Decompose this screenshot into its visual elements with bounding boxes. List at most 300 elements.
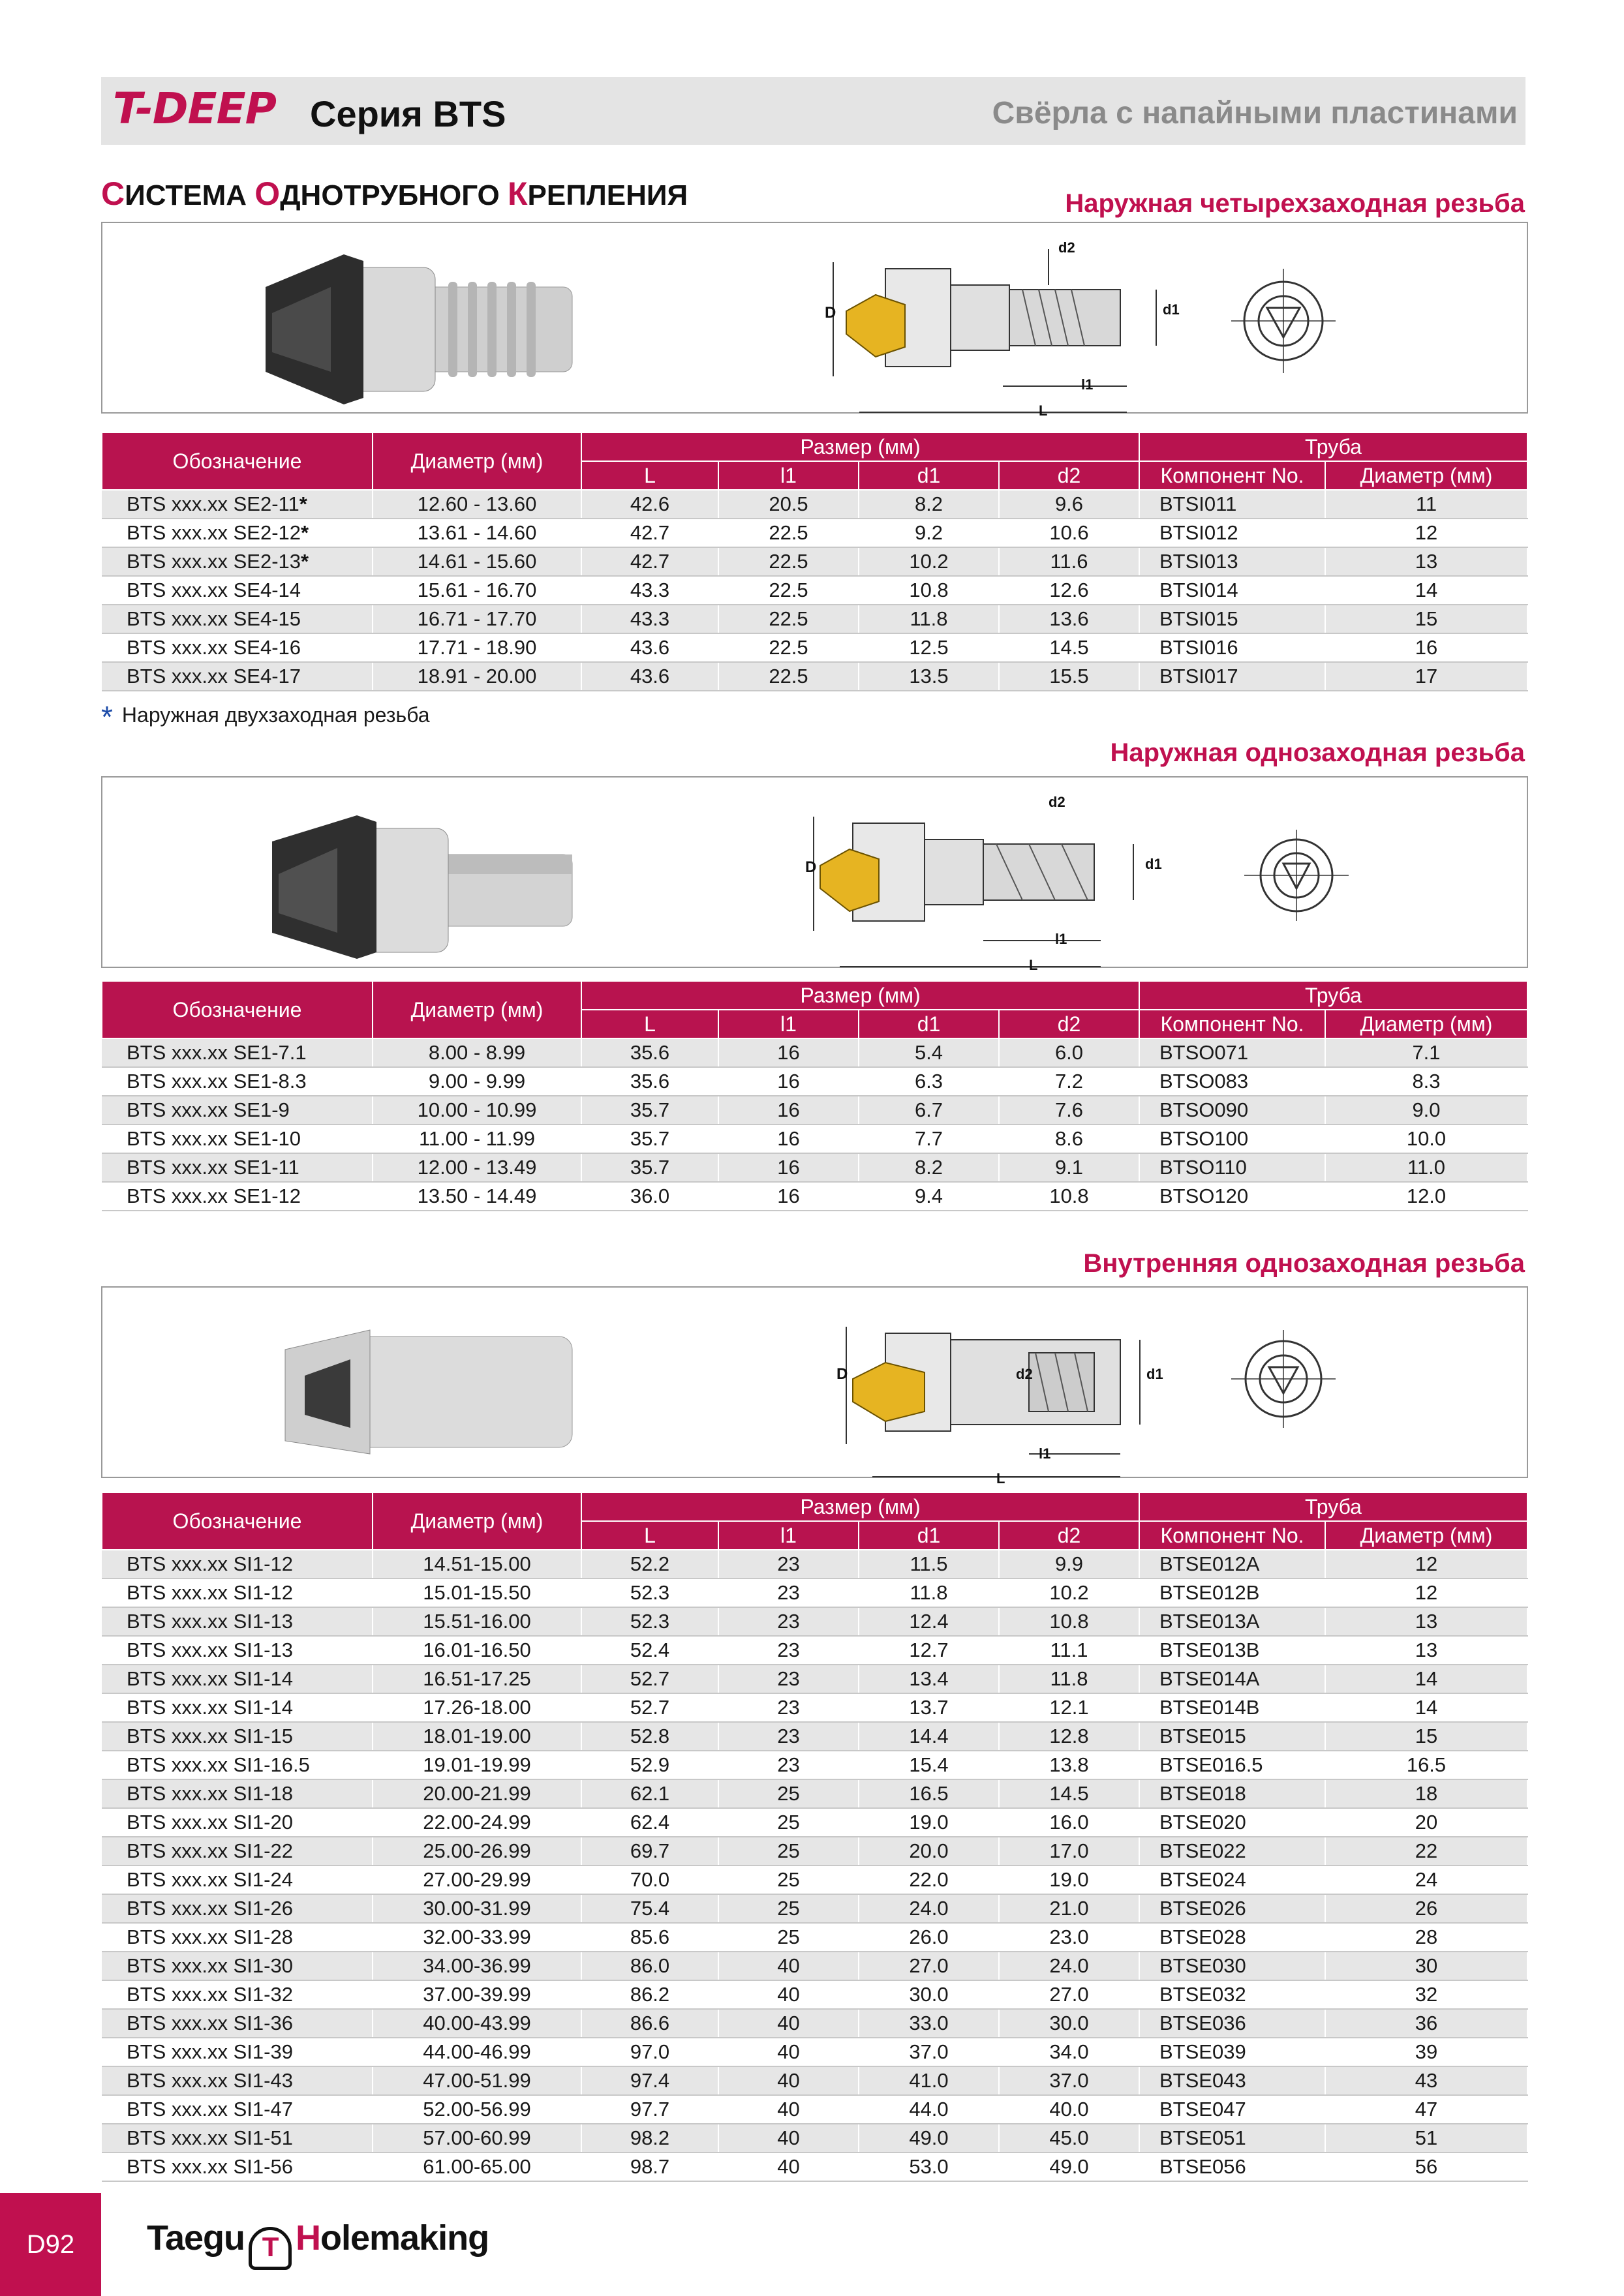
cell-comp: BTSI015 — [1139, 605, 1325, 633]
cell-d2: 10.8 — [999, 1607, 1139, 1636]
cell-des: BTS xxx.xx SI1-13 — [102, 1636, 373, 1665]
cell-d2: 11.8 — [999, 1665, 1139, 1693]
cell-l1: 25 — [718, 1779, 859, 1808]
column-header: Диаметр (мм) — [1325, 461, 1527, 490]
cell-comp: BTSO120 — [1139, 1182, 1325, 1211]
cell-L: 98.2 — [581, 2124, 718, 2152]
cell-l1: 16 — [718, 1096, 859, 1125]
cell-dia: 25.00-26.99 — [373, 1837, 581, 1865]
cell-d2: 6.0 — [999, 1038, 1139, 1067]
drill-photo — [272, 815, 572, 959]
section2-title: Наружная однозаходная резьба — [1110, 738, 1525, 767]
table-row — [102, 605, 1527, 633]
cell-dia: 57.00-60.99 — [373, 2124, 581, 2152]
section3-title: Внутренняя однозаходная резьба — [1083, 1249, 1525, 1278]
cell-tdia: 14 — [1325, 1693, 1527, 1722]
cell-des: BTS xxx.xx SE2-11* — [102, 490, 373, 519]
cell-L: 86.2 — [581, 1980, 718, 2009]
table-row — [102, 662, 1527, 691]
table-row — [102, 1837, 1527, 1865]
cell-dia: 14.61 - 15.60 — [373, 547, 581, 576]
cell-d1: 49.0 — [859, 2124, 999, 2152]
cell-comp: BTSE013B — [1139, 1636, 1325, 1665]
column-header: Труба — [1139, 981, 1527, 1010]
cell-tdia: 20 — [1325, 1808, 1527, 1837]
cell-d1: 26.0 — [859, 1923, 999, 1952]
cell-d2: 14.5 — [999, 1779, 1139, 1808]
cell-dia: 16.01-16.50 — [373, 1636, 581, 1665]
cell-d2: 9.6 — [999, 490, 1139, 519]
cell-l1: 25 — [718, 1808, 859, 1837]
cell-d2: 27.0 — [999, 1980, 1139, 2009]
cell-des: BTS xxx.xx SI1-56 — [102, 2152, 373, 2181]
cell-tdia: 26 — [1325, 1894, 1527, 1923]
cell-L: 43.3 — [581, 605, 718, 633]
section2-table — [101, 980, 1528, 1211]
cell-l1: 40 — [718, 2152, 859, 2181]
cell-L: 35.7 — [581, 1125, 718, 1153]
cell-dia: 17.26-18.00 — [373, 1693, 581, 1722]
cell-tdia: 11.0 — [1325, 1153, 1527, 1182]
cell-l1: 23 — [718, 1607, 859, 1636]
cell-d1: 44.0 — [859, 2095, 999, 2124]
cell-dia: 13.61 - 14.60 — [373, 519, 581, 547]
cell-l1: 23 — [718, 1751, 859, 1779]
cell-l1: 22.5 — [718, 633, 859, 662]
cell-comp: BTSO100 — [1139, 1125, 1325, 1153]
cell-des: BTS xxx.xx SI1-32 — [102, 1980, 373, 2009]
column-header: Диаметр (мм) — [373, 1492, 581, 1550]
cell-tdia: 17 — [1325, 662, 1527, 691]
cell-d2: 15.5 — [999, 662, 1139, 691]
cell-tdia: 13 — [1325, 547, 1527, 576]
cell-l1: 40 — [718, 2009, 859, 2038]
column-header: L — [581, 1521, 718, 1550]
col-diameter: Диаметр (мм) — [373, 432, 581, 490]
column-header: Компонент No. — [1139, 1521, 1325, 1550]
table-row — [102, 1952, 1527, 1980]
svg-text:D: D — [805, 858, 817, 876]
cell-dia: 37.00-39.99 — [373, 1980, 581, 2009]
cell-dia: 17.71 - 18.90 — [373, 633, 581, 662]
cell-comp: BTSE016.5 — [1139, 1751, 1325, 1779]
cell-L: 42.7 — [581, 519, 718, 547]
cell-comp: BTSE022 — [1139, 1837, 1325, 1865]
cell-dia: 12.00 - 13.49 — [373, 1153, 581, 1182]
cell-comp: BTSI013 — [1139, 547, 1325, 576]
column-header: d2 — [999, 1521, 1139, 1550]
cell-tdia: 16 — [1325, 633, 1527, 662]
cell-tdia: 51 — [1325, 2124, 1527, 2152]
cell-dia: 15.51-16.00 — [373, 1607, 581, 1636]
table-row — [102, 1751, 1527, 1779]
section3-rows — [102, 1550, 1527, 2181]
table-row — [102, 1894, 1527, 1923]
cell-tdia: 39 — [1325, 2038, 1527, 2066]
table-row — [102, 576, 1527, 605]
cell-l1: 22.5 — [718, 547, 859, 576]
cell-dia: 40.00-43.99 — [373, 2009, 581, 2038]
cell-des: BTS xxx.xx SI1-24 — [102, 1865, 373, 1894]
cell-d1: 13.5 — [859, 662, 999, 691]
cell-d1: 41.0 — [859, 2066, 999, 2095]
cell-d1: 19.0 — [859, 1808, 999, 1837]
cell-tdia: 24 — [1325, 1865, 1527, 1894]
cell-dia: 61.00-65.00 — [373, 2152, 581, 2181]
cell-d2: 45.0 — [999, 2124, 1139, 2152]
cell-d1: 12.7 — [859, 1636, 999, 1665]
cell-des: BTS xxx.xx SI1-18 — [102, 1779, 373, 1808]
cell-comp: BTSE012B — [1139, 1578, 1325, 1607]
cell-L: 52.2 — [581, 1550, 718, 1578]
cell-d1: 9.2 — [859, 519, 999, 547]
column-header: Диаметр (мм) — [373, 981, 581, 1038]
section1-table — [101, 432, 1528, 691]
cell-des: BTS xxx.xx SI1-28 — [102, 1923, 373, 1952]
cell-d1: 20.0 — [859, 1837, 999, 1865]
cell-comp: BTSE018 — [1139, 1779, 1325, 1808]
cell-l1: 40 — [718, 2124, 859, 2152]
cell-dia: 10.00 - 10.99 — [373, 1096, 581, 1125]
cell-des: BTS xxx.xx SI1-47 — [102, 2095, 373, 2124]
cell-l1: 16 — [718, 1153, 859, 1182]
cell-des: BTS xxx.xx SI1-22 — [102, 1837, 373, 1865]
cell-comp: BTSE014B — [1139, 1693, 1325, 1722]
cell-l1: 16 — [718, 1182, 859, 1211]
cell-tdia: 22 — [1325, 1837, 1527, 1865]
cell-d2: 37.0 — [999, 2066, 1139, 2095]
cell-dia: 11.00 - 11.99 — [373, 1125, 581, 1153]
column-header: Диаметр (мм) — [1325, 1521, 1527, 1550]
cell-d1: 7.7 — [859, 1125, 999, 1153]
cell-l1: 40 — [718, 2066, 859, 2095]
table-row — [102, 1779, 1527, 1808]
section3-drawing — [102, 1288, 1527, 1487]
cell-tdia: 7.1 — [1325, 1038, 1527, 1067]
table-row — [102, 2152, 1527, 2181]
cell-d1: 8.2 — [859, 490, 999, 519]
drill-photo — [266, 254, 572, 404]
table-row — [102, 519, 1527, 547]
cell-dia: 52.00-56.99 — [373, 2095, 581, 2124]
section1-title: Наружная четырехзаходная резьба — [1065, 189, 1525, 218]
cell-des: BTS xxx.xx SI1-26 — [102, 1894, 373, 1923]
cell-d1: 13.4 — [859, 1665, 999, 1693]
cell-comp: BTSI016 — [1139, 633, 1325, 662]
cell-comp: BTSO090 — [1139, 1096, 1325, 1125]
section1-drawing — [102, 223, 1527, 419]
section2-rows — [102, 1038, 1527, 1211]
cell-d1: 12.4 — [859, 1607, 999, 1636]
cell-comp: BTSO071 — [1139, 1038, 1325, 1067]
cell-L: 43.6 — [581, 662, 718, 691]
cell-L: 36.0 — [581, 1182, 718, 1211]
cell-L: 97.7 — [581, 2095, 718, 2124]
cell-L: 42.7 — [581, 547, 718, 576]
cell-L: 52.9 — [581, 1751, 718, 1779]
column-header: d1 — [859, 1521, 999, 1550]
cell-des: BTS xxx.xx SE1-11 — [102, 1153, 373, 1182]
cell-d1: 37.0 — [859, 2038, 999, 2066]
cell-comp: BTSE015 — [1139, 1722, 1325, 1751]
table-row — [102, 1665, 1527, 1693]
cell-l1: 25 — [718, 1894, 859, 1923]
table-row — [102, 1607, 1527, 1636]
cell-d2: 11.1 — [999, 1636, 1139, 1665]
table-row — [102, 1722, 1527, 1751]
column-header: Обозначение — [102, 981, 373, 1038]
cell-L: 85.6 — [581, 1923, 718, 1952]
table-row — [102, 1125, 1527, 1153]
cell-dia: 13.50 - 14.49 — [373, 1182, 581, 1211]
cell-des: BTS xxx.xx SE1-7.1 — [102, 1038, 373, 1067]
section3-table — [101, 1492, 1528, 2182]
table-row — [102, 2066, 1527, 2095]
svg-text:L: L — [1029, 957, 1038, 973]
cell-l1: 25 — [718, 1837, 859, 1865]
cell-d2: 10.8 — [999, 1182, 1139, 1211]
cell-d1: 12.5 — [859, 633, 999, 662]
catalog-subtitle: Свёрла с напайными пластинами — [992, 96, 1518, 130]
table-row — [102, 1096, 1527, 1125]
cell-l1: 20.5 — [718, 490, 859, 519]
cell-comp: BTSE043 — [1139, 2066, 1325, 2095]
section1-rows — [102, 490, 1527, 691]
cell-des: BTS xxx.xx SE1-9 — [102, 1096, 373, 1125]
cell-des: BTS xxx.xx SE4-16 — [102, 633, 373, 662]
cell-l1: 40 — [718, 1980, 859, 2009]
cell-des: BTS xxx.xx SI1-30 — [102, 1952, 373, 1980]
cell-d1: 6.7 — [859, 1096, 999, 1125]
cell-l1: 25 — [718, 1865, 859, 1894]
section-title: СИСТЕМА ОДНОТРУБНОГО КРЕПЛЕНИЯ — [101, 175, 688, 212]
technical-drawing — [814, 817, 1133, 967]
cell-des: BTS xxx.xx SE1-8.3 — [102, 1067, 373, 1096]
cell-tdia: 18 — [1325, 1779, 1527, 1808]
column-header: L — [581, 1010, 718, 1038]
cell-l1: 23 — [718, 1636, 859, 1665]
table-row — [102, 2009, 1527, 2038]
cell-comp: BTSE024 — [1139, 1865, 1325, 1894]
cell-d1: 5.4 — [859, 1038, 999, 1067]
cell-d1: 6.3 — [859, 1067, 999, 1096]
cell-comp: BTSE030 — [1139, 1952, 1325, 1980]
series-title: Серия BTS — [310, 93, 506, 134]
cell-dia: 34.00-36.99 — [373, 1952, 581, 1980]
cell-tdia: 36 — [1325, 2009, 1527, 2038]
table-row — [102, 2038, 1527, 2066]
cell-comp: BTSE012A — [1139, 1550, 1325, 1578]
cell-d2: 12.1 — [999, 1693, 1139, 1722]
cell-L: 52.7 — [581, 1693, 718, 1722]
table-row — [102, 1578, 1527, 1607]
cell-comp: BTSI017 — [1139, 662, 1325, 691]
cell-tdia: 13 — [1325, 1636, 1527, 1665]
column-header: Компонент No. — [1139, 1010, 1325, 1038]
cell-dia: 16.71 - 17.70 — [373, 605, 581, 633]
table-row — [102, 1067, 1527, 1096]
column-header: l1 — [718, 1010, 859, 1038]
table-row — [102, 547, 1527, 576]
cell-des: BTS xxx.xx SI1-20 — [102, 1808, 373, 1837]
column-header: d1 — [859, 1010, 999, 1038]
cell-tdia: 14 — [1325, 576, 1527, 605]
cell-d1: 9.4 — [859, 1182, 999, 1211]
cell-tdia: 15 — [1325, 605, 1527, 633]
cell-L: 35.7 — [581, 1153, 718, 1182]
column-header: Диаметр (мм) — [1325, 1010, 1527, 1038]
cell-l1: 16 — [718, 1067, 859, 1096]
cell-d2: 12.8 — [999, 1722, 1139, 1751]
svg-text:L: L — [1039, 402, 1048, 419]
cell-comp: BTSE032 — [1139, 1980, 1325, 2009]
cell-l1: 16 — [718, 1125, 859, 1153]
svg-text:D: D — [836, 1365, 848, 1383]
cell-L: 86.0 — [581, 1952, 718, 1980]
cell-d2: 10.2 — [999, 1578, 1139, 1607]
cell-dia: 44.00-46.99 — [373, 2038, 581, 2066]
cell-d2: 8.6 — [999, 1125, 1139, 1153]
cell-dia: 15.01-15.50 — [373, 1578, 581, 1607]
table-row — [102, 2124, 1527, 2152]
cell-dia: 12.60 - 13.60 — [373, 490, 581, 519]
cell-d1: 30.0 — [859, 1980, 999, 2009]
cell-d2: 9.9 — [999, 1550, 1139, 1578]
cell-d2: 24.0 — [999, 1952, 1139, 1980]
cell-l1: 23 — [718, 1578, 859, 1607]
cell-d1: 33.0 — [859, 2009, 999, 2038]
cell-d1: 16.5 — [859, 1779, 999, 1808]
cell-d1: 15.4 — [859, 1751, 999, 1779]
cell-tdia: 56 — [1325, 2152, 1527, 2181]
cell-d1: 11.8 — [859, 605, 999, 633]
cell-dia: 18.91 - 20.00 — [373, 662, 581, 691]
cell-des: BTS xxx.xx SI1-13 — [102, 1607, 373, 1636]
section2-image-box — [101, 776, 1528, 973]
cell-comp: BTSE014A — [1139, 1665, 1325, 1693]
front-view-drawing — [1231, 269, 1336, 373]
cell-tdia: 13 — [1325, 1607, 1527, 1636]
cell-d1: 8.2 — [859, 1153, 999, 1182]
table-row — [102, 1808, 1527, 1837]
cell-l1: 23 — [718, 1550, 859, 1578]
cell-des: BTS xxx.xx SI1-14 — [102, 1693, 373, 1722]
cell-d2: 9.1 — [999, 1153, 1139, 1182]
svg-text:D: D — [825, 304, 836, 322]
section2-drawing — [102, 778, 1527, 973]
tdeep-logo: T-DEEP — [113, 83, 277, 134]
cell-des: BTS xxx.xx SI1-12 — [102, 1578, 373, 1607]
cell-des: BTS xxx.xx SE1-12 — [102, 1182, 373, 1211]
cell-dia: 30.00-31.99 — [373, 1894, 581, 1923]
svg-text:l1: l1 — [1055, 931, 1067, 947]
cell-dia: 32.00-33.99 — [373, 1923, 581, 1952]
column-header: d2 — [999, 1010, 1139, 1038]
svg-text:L: L — [996, 1470, 1005, 1487]
column-header: l1 — [718, 1521, 859, 1550]
column-header: Размер (мм) — [581, 1492, 1139, 1521]
front-view-drawing — [1244, 830, 1349, 921]
cell-comp: BTSI014 — [1139, 576, 1325, 605]
cell-d1: 10.8 — [859, 576, 999, 605]
svg-text:l1: l1 — [1081, 376, 1094, 393]
col-tube: Труба — [1139, 432, 1527, 461]
cell-L: 70.0 — [581, 1865, 718, 1894]
table-row — [102, 1550, 1527, 1578]
cell-tdia: 12 — [1325, 1550, 1527, 1578]
section3-image-box — [101, 1286, 1528, 1487]
cell-d2: 7.2 — [999, 1067, 1139, 1096]
column-header: l1 — [718, 461, 859, 490]
cell-d2: 13.8 — [999, 1751, 1139, 1779]
cell-l1: 16 — [718, 1038, 859, 1067]
cell-dia: 15.61 - 16.70 — [373, 576, 581, 605]
cell-l1: 25 — [718, 1923, 859, 1952]
cell-des: BTS xxx.xx SI1-16.5 — [102, 1751, 373, 1779]
cell-L: 43.6 — [581, 633, 718, 662]
section1-image-box — [101, 222, 1528, 419]
cell-tdia: 9.0 — [1325, 1096, 1527, 1125]
cell-d2: 17.0 — [999, 1837, 1139, 1865]
brand-logo: Taegu T Holemaking — [147, 2218, 489, 2270]
cell-L: 52.8 — [581, 1722, 718, 1751]
cell-dia: 8.00 - 8.99 — [373, 1038, 581, 1067]
cell-d2: 23.0 — [999, 1923, 1139, 1952]
cell-d1: 11.8 — [859, 1578, 999, 1607]
cell-comp: BTSE051 — [1139, 2124, 1325, 2152]
table-row — [102, 490, 1527, 519]
cell-comp: BTSI012 — [1139, 519, 1325, 547]
column-header: d2 — [999, 461, 1139, 490]
cell-L: 98.7 — [581, 2152, 718, 2181]
cell-dia: 16.51-17.25 — [373, 1665, 581, 1693]
table-row — [102, 1636, 1527, 1665]
cell-l1: 40 — [718, 1952, 859, 1980]
cell-L: 75.4 — [581, 1894, 718, 1923]
svg-text:l1: l1 — [1039, 1445, 1051, 1462]
table-row — [102, 2095, 1527, 2124]
cell-comp: BTSO083 — [1139, 1067, 1325, 1096]
table-row — [102, 633, 1527, 662]
cell-d2: 11.6 — [999, 547, 1139, 576]
cell-comp: BTSE020 — [1139, 1808, 1325, 1837]
cell-tdia: 11 — [1325, 490, 1527, 519]
table-row — [102, 1153, 1527, 1182]
technical-drawing — [846, 1327, 1140, 1477]
cell-d2: 30.0 — [999, 2009, 1139, 2038]
cell-comp: BTSE026 — [1139, 1894, 1325, 1923]
cell-des: BTS xxx.xx SE2-13* — [102, 547, 373, 576]
cell-des: BTS xxx.xx SE4-14 — [102, 576, 373, 605]
cell-L: 52.4 — [581, 1636, 718, 1665]
cell-d1: 53.0 — [859, 2152, 999, 2181]
svg-text:d1: d1 — [1146, 1366, 1163, 1382]
cell-tdia: 30 — [1325, 1952, 1527, 1980]
table-row — [102, 1865, 1527, 1894]
cell-d2: 13.6 — [999, 605, 1139, 633]
technical-drawing — [833, 249, 1156, 412]
cell-d2: 40.0 — [999, 2095, 1139, 2124]
footnote: * Наружная двухзаходная резьба — [101, 700, 430, 734]
cell-l1: 40 — [718, 2038, 859, 2066]
cell-d2: 14.5 — [999, 633, 1139, 662]
cell-l1: 22.5 — [718, 605, 859, 633]
cell-d1: 14.4 — [859, 1722, 999, 1751]
cell-comp: BTSE013A — [1139, 1607, 1325, 1636]
table-row — [102, 1693, 1527, 1722]
cell-des: BTS xxx.xx SE1-10 — [102, 1125, 373, 1153]
cell-l1: 22.5 — [718, 576, 859, 605]
